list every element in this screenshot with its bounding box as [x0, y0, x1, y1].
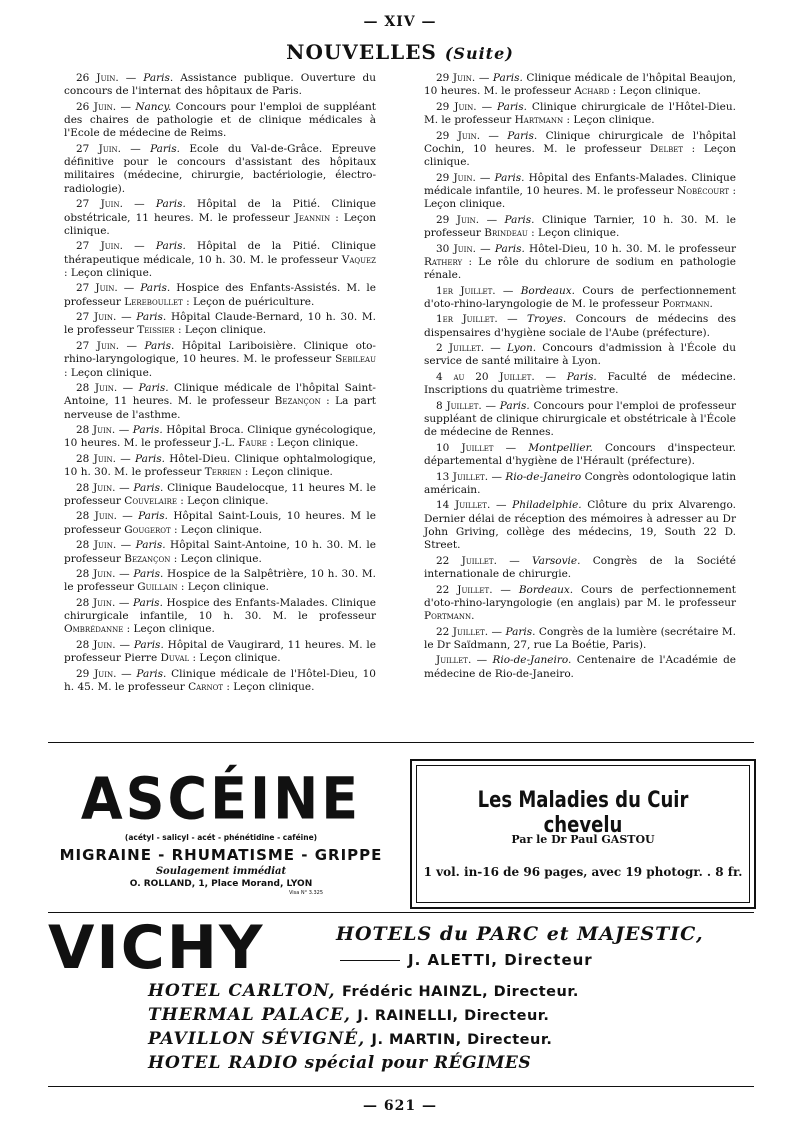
dash-rule	[340, 960, 400, 961]
entry-text: Hôpital de Vaugirard, 11 heures. M. le professeur Pierre	[64, 638, 377, 665]
entry-city: Paris.	[132, 596, 163, 609]
entry-text-after: : Leçon clinique.	[189, 652, 281, 665]
entry-text: Concours de médecins des dispensaires d'hygiène sociale de l'Aube (préfecture).	[424, 313, 736, 339]
news-entry: 22 Juillet. — Bordeaux. Cours de perfectionnement d'oto-rhino-laryngologie (en anglais) par M. le professeur Portmann.	[424, 583, 736, 623]
entry-text: Concours d'admission à l'École du service de santé militaire à Lyon.	[424, 342, 736, 368]
vichy-hotel-name: THERMAL PALACE,	[148, 1005, 351, 1025]
news-entry: 27 Juin. — Paris. Hôpital de la Pitié. Clinique thérapeutique médicale, 10 h. 30. M. le professeur Vaquez : Leçon clinique.	[64, 240, 376, 279]
entry-professor: Lereboullet	[124, 295, 183, 308]
entry-date: 22 Juillet.	[436, 583, 493, 596]
entry-city: Paris.	[155, 240, 186, 253]
entry-text-after: : Leçon clinique.	[64, 266, 153, 279]
news-entry: 1er Juillet. — Bordeaux. Cours de perfectionnement d'oto-rhino-laryngologie de M. le professeur Portmann.	[424, 284, 736, 310]
vichy-hotel-line	[148, 1005, 549, 1025]
entry-text: Congrès de la Société internationale de chirurgie.	[424, 554, 736, 581]
entry-text: Clôture du prix Alvarengo. Dernier délai de réception des mémoires à adresser au Dr John Griving, collège des médecins, 19, South 22 D. Street.	[424, 499, 736, 552]
news-entry: 29 Juin. — Paris. Clinique Tarnier, 10 h. 30. M. le professeur Brindeau : Leçon clinique.	[424, 213, 736, 240]
entry-date: 29 Juin.	[436, 213, 480, 226]
footer-page-number: — 621 —	[363, 1098, 437, 1114]
entry-date: 1er Juillet.	[436, 284, 496, 297]
asceine-indications: MIGRAINE - RHUMATISME - GRIPPE	[59, 846, 383, 864]
entry-professor: Rathery	[424, 255, 463, 268]
entry-text: Centenaire de l'Académie de médecine de Rio-de-Janeiro.	[424, 654, 736, 680]
entry-text: Hospice de la Salpêtrière, 10 h. 30. M. le professeur	[64, 568, 376, 594]
entry-text: Concours pour l'emploi de suppléant des chaires de pathologie et de clinique médicales à l'Ecole de médecine de Reims.	[64, 100, 376, 140]
entry-city: Paris.	[138, 382, 169, 395]
entry-date: 29 Juin.	[436, 72, 476, 84]
news-entry: 29 Juin. — Paris. Clinique chirurgicale de l'hôpital Cochin, 10 heures. M. le professeur Delbet : Leçon clinique.	[424, 129, 736, 169]
entry-text: Hospice des Enfants-Malades. Clinique chirurgicale infantile, 10 h. 30. M. le professeur	[64, 596, 376, 623]
entry-professor: Vaquez	[341, 253, 376, 266]
news-entry: 26 Juin. — Paris. Assistance publique. Ouverture du concours de l'internat des hôpitaux de Paris.	[64, 72, 376, 98]
entry-city: Paris.	[135, 452, 165, 465]
entry-city: Montpellier.	[528, 441, 593, 454]
news-entry: Juillet. — Rio-de-Janeiro. Centenaire de l'Académie de médecine de Rio-de-Janeiro.	[424, 654, 736, 680]
entry-city: Lyon.	[506, 342, 537, 355]
entry-text: Hôpital des Enfants-Malades. Clinique médicale infantile, 10 heures. M. le professeur	[424, 171, 736, 197]
entry-professor: Bezançon	[124, 552, 171, 565]
entry-city: Paris.	[138, 510, 169, 523]
entry-text: Clinique chirurgicale de l'Hôtel-Dieu. M. le professeur	[424, 100, 736, 127]
entry-professor: Brindeau	[484, 227, 528, 240]
entry-text: Hôpital Saint-Louis, 10 heures. M le professeur	[64, 510, 376, 536]
entry-city: Paris.	[494, 242, 525, 255]
entry-city: Paris.	[494, 171, 525, 184]
entry-text-after: : Leçon clinique.	[174, 324, 267, 337]
entry-city: Philadelphie.	[512, 499, 582, 512]
news-entry: 13 Juillet. — Rio-de-Janeiro Congrès odontologique latin américain.	[424, 470, 736, 496]
news-entry: 28 Juin. — Paris. Hospice de la Salpêtrière, 10 h. 30. M. le professeur Guillain : Leçon clinique.	[64, 568, 376, 594]
entry-professor: Nobécourt	[677, 184, 730, 197]
entry-text: Hôpital de la Pitié. Clinique obstétricale, 11 heures. M. le professeur	[64, 198, 376, 224]
entry-professor: Portmann	[662, 297, 710, 310]
entry-city: Paris.	[136, 667, 167, 680]
news-entry: 10 Juillet — Montpellier. Concours d'inspecteur. départemental d'hygiène de l'Hérault (préfecture).	[424, 441, 736, 468]
entry-date: 4 au 20 Juillet.	[436, 370, 535, 383]
entry-date: 27 Juin.	[76, 240, 123, 253]
entry-city: Paris.	[132, 424, 163, 437]
asceine-visa: Visa N° 3.325	[288, 890, 324, 896]
entry-date: 13 Juillet.	[436, 470, 489, 483]
entry-text: Faculté de médecine. Inscriptions du quatrième trimestre.	[424, 370, 736, 397]
entry-text: Hospice des Enfants-Assistés. M. le professeur	[64, 282, 376, 308]
news-entry: 28 Juin. — Paris. Hôpital Saint-Louis, 10 heures. M le professeur Gougerot : Leçon clinique.	[64, 510, 376, 536]
entry-professor: Duval	[160, 652, 190, 665]
entry-city: Bordeaux.	[518, 583, 574, 596]
entry-professor: Achard	[574, 85, 610, 98]
vichy-hotels-header: HOTELS du PARC et MAJESTIC,	[336, 923, 704, 945]
entry-text-after: : Leçon clinique.	[64, 211, 376, 237]
entry-text: Clinique médicale de l'Hôtel-Dieu, 10 h. 45. M. le professeur	[64, 667, 376, 693]
entry-date: 30 Juin.	[436, 242, 476, 255]
entry-text: Hôpital Lariboisière. Clinique oto-rhino-laryngologique, 10 heures. M. le professeur	[64, 339, 376, 366]
entry-date: 27 Juin.	[76, 339, 120, 352]
entry-text-after: .	[471, 610, 475, 623]
entry-date: 1er Juillet.	[436, 313, 498, 326]
news-entry: 2 Juillet. — Lyon. Concours d'admission à l'École du service de santé militaire à Lyon.	[424, 342, 736, 368]
entry-date: 22 Juillet.	[436, 625, 489, 638]
entry-date: 28 Juin.	[76, 596, 116, 609]
news-entry: 28 Juin. — Paris. Clinique Baudelocque, 11 heures M. le professeur Couvelaire : Leçon clinique.	[64, 481, 376, 507]
entry-city: Paris.	[492, 72, 523, 84]
news-entry: 29 Juin. — Paris. Clinique chirurgicale de l'Hôtel-Dieu. M. le professeur Hartmann : Leçon clinique.	[424, 100, 736, 127]
entry-date: 26 Juin.	[76, 100, 117, 113]
roman-page-number: — XIV —	[363, 14, 437, 30]
entry-professor: Guillain	[137, 581, 178, 594]
entry-professor: Delbet	[649, 142, 684, 155]
entry-text: Hôpital de la Pitié. Clinique thérapeutique médicale, 10 h. 30. M. le professeur	[64, 240, 376, 266]
entry-city: Bordeaux.	[520, 284, 575, 297]
entry-city: Paris.	[136, 311, 167, 324]
entry-date: 29 Juin.	[436, 129, 481, 142]
entry-text: Hôtel-Dieu. Clinique ophtalmologique, 10 h. 30. M. le professeur	[64, 452, 376, 479]
entry-professor: Portmann	[424, 610, 472, 623]
entry-date: 26 Juin.	[76, 72, 119, 84]
entry-professor: Couvelaire	[124, 494, 177, 507]
entry-date: 29 Juin.	[76, 667, 117, 680]
entry-date: 27 Juin.	[76, 142, 121, 155]
entry-professor: Hartmann	[514, 114, 564, 127]
entry-city: Paris.	[133, 568, 164, 581]
entry-text: Hôpital Claude-Bernard, 10 h. 30. M. le professeur	[64, 311, 376, 337]
entry-city: Rio-de-Janeiro	[505, 470, 582, 483]
entry-text: Hôtel-Dieu, 10 h. 30. M. le professeur	[529, 242, 736, 255]
entry-professor: Gougerot	[124, 523, 171, 536]
news-entry: 29 Juin. — Paris. Hôpital des Enfants-Malades. Clinique médicale infantile, 10 heures. M. le professeur Nobécourt : Leçon clinique.	[424, 171, 736, 211]
entry-date: 22 Juillet.	[436, 554, 497, 567]
vichy-hotel-line	[148, 981, 579, 1001]
entry-text: Congrès de la lumière (secrétaire M. le Dr Saïdmann, 27, rue La Boétie, Paris).	[424, 625, 736, 651]
entry-text-after: : Leçon clinique.	[170, 523, 263, 536]
entry-text: Hôpital Broca. Clinique gynécologique, 10 heures. M. le professeur	[64, 424, 376, 450]
entry-text: Clinique Baudelocque, 11 heures M. le professeur	[64, 481, 376, 507]
entry-text-after: : Leçon clinique.	[563, 114, 655, 127]
news-entry: 8 Juillet. — Paris. Concours pour l'emploi de professeur suppléant de clinique chirurgicale et obstétricale à l'École de médecine de Rennes.	[424, 399, 736, 439]
entry-text: Concours pour l'emploi de professeur suppléant de clinique chirurgicale et obstétricale à l'École de médecine de Rennes.	[424, 399, 736, 439]
entry-date: 28 Juin.	[76, 568, 116, 581]
entry-text: Ecole du Val-de-Grâce. Epreuve définitive pour le concours d'assistant des hôpitaux militaires (médecine, chirurgie, bactériologie, électro-radiologie).	[64, 142, 376, 195]
title-main: NOUVELLES	[286, 40, 437, 64]
entry-date: 28 Juin.	[76, 452, 116, 465]
divider-bottom	[48, 1086, 754, 1087]
entry-city: Paris.	[133, 481, 164, 494]
vichy-hotel-director: Frédéric HAINZL, Directeur.	[342, 984, 579, 1000]
entry-date: 27 Juin.	[76, 282, 118, 295]
news-entry: 30 Juin. — Paris. Hôtel-Dieu, 10 h. 30. M. le professeur Rathery : Le rôle du chlorure de sodium en pathologie rénale.	[424, 242, 736, 282]
entry-text: Clinique chirurgicale de l'hôpital Cochin, 10 heures. M. le professeur	[424, 129, 736, 155]
entry-text: Cours de perfectionnement d'oto-rhino-laryngologie (en anglais) par M. le professeur	[424, 583, 736, 609]
news-entry: 28 Juin. — Paris. Clinique médicale de l'hôpital Saint-Antoine, 11 heures. M. le professeur Bezançon : La part nerveuse de l'asthme.	[64, 382, 376, 421]
entry-date: 28 Juin.	[76, 382, 118, 395]
entry-date: 29 Juin.	[436, 100, 477, 113]
entry-professor: J.-L. Faure	[214, 437, 267, 450]
entry-city: Paris.	[505, 625, 536, 638]
news-entry: 27 Juin. — Paris. Hôpital Lariboisière. Clinique oto-rhino-laryngologique, 10 heures. M. le professeur Sebileau : Leçon clinique.	[64, 339, 376, 379]
entry-professor: Sebileau	[335, 353, 376, 366]
entry-date: Juillet.	[436, 654, 472, 667]
vichy-city-name: VICHY	[48, 913, 265, 983]
entry-text-after: : La part nerveuse de l'asthme.	[64, 395, 376, 421]
entry-date: 28 Juin.	[76, 510, 117, 523]
vichy-advertisement	[46, 915, 754, 1085]
news-entry: 27 Juin. — Paris. Hospice des Enfants-Assistés. M. le professeur Lereboullet : Leçon de puériculture.	[64, 282, 376, 308]
entry-city: Paris.	[140, 282, 171, 295]
entry-city: Paris.	[150, 142, 181, 155]
news-entry: 22 Juillet. — Paris. Congrès de la lumière (secrétaire M. le Dr Saïdmann, 27, rue La Boétie, Paris).	[424, 625, 736, 651]
entry-text-after: : Leçon clinique.	[424, 184, 736, 211]
entry-text-after: : Leçon clinique.	[176, 494, 269, 507]
asceine-advertisement	[50, 747, 392, 912]
entry-text-after: : Leçon clinique.	[223, 680, 315, 693]
title-suffix: (Suite)	[444, 44, 514, 63]
book-advertisement	[410, 759, 756, 909]
vichy-hotel-line	[148, 1029, 552, 1049]
entry-text-after: : Leçon clinique.	[609, 85, 701, 98]
news-entry: 28 Juin. — Paris. Hôpital Broca. Clinique gynécologique, 10 heures. M. le professeur J.-L. Faure : Leçon clinique.	[64, 424, 376, 450]
entry-city: Paris.	[504, 213, 535, 226]
news-entry: 22 Juillet. — Varsovie. Congrès de la Société internationale de chirurgie.	[424, 554, 736, 581]
entry-city: Paris.	[499, 399, 530, 412]
entry-text: Assistance publique. Ouverture du concours de l'internat des hôpitaux de Paris.	[64, 72, 376, 98]
entry-date: 14 Juillet.	[436, 499, 491, 512]
entry-text-after: : Leçon de puériculture.	[182, 295, 315, 308]
entry-city: Paris.	[507, 129, 538, 142]
entry-professor: Bezançon	[274, 395, 321, 408]
entry-city: Paris.	[144, 339, 175, 352]
vichy-hotel-line	[148, 1053, 531, 1073]
entry-text: Clinique Tarnier, 10 h. 30. M. le professeur	[424, 213, 736, 240]
entry-date: 10 Juillet	[436, 441, 494, 454]
entry-text-after: : Leçon clinique.	[424, 142, 736, 169]
entry-date: 28 Juin.	[76, 481, 116, 494]
vichy-hotel-specialty: spécial pour RÉGIMES	[304, 1053, 532, 1073]
news-entry: 4 au 20 Juillet. — Paris. Faculté de médecine. Inscriptions du quatrième trimestre.	[424, 370, 736, 397]
entry-text: Concours d'inspecteur. départemental d'hygiène de l'Hérault (préfecture).	[424, 441, 736, 468]
entry-text-after: : Leçon clinique.	[266, 437, 359, 450]
vichy-hotel-name: HOTEL RADIO	[148, 1053, 299, 1073]
vichy-aletti: J. ALETTI, Directeur	[408, 951, 593, 969]
vichy-hotel-name: PAVILLON SÉVIGNÉ,	[148, 1029, 366, 1049]
entry-date: 8 Juillet.	[436, 399, 482, 412]
entry-city: Paris.	[135, 539, 166, 552]
entry-city: Varsovie.	[532, 554, 581, 567]
entry-date: 27 Juin.	[76, 311, 117, 324]
entry-city: Paris.	[143, 72, 174, 84]
news-entry: 29 Juin. — Paris. Clinique médicale de l'Hôtel-Dieu, 10 h. 45. M. le professeur Carnot : Leçon clinique.	[64, 667, 376, 693]
entry-text: Hôpital Saint-Antoine, 10 h. 30. M. le professeur	[64, 539, 376, 565]
entry-city: Rio-de-Janeiro.	[492, 654, 572, 667]
news-column-right	[424, 72, 736, 683]
entry-text-after: : Leçon clinique.	[177, 581, 269, 594]
entry-city: Paris.	[566, 370, 597, 383]
asceine-relief: Soulagement immédiat	[155, 866, 287, 877]
news-entry: 27 Juin. — Paris. Hôpital de la Pitié. Clinique obstétricale, 11 heures. M. le professeur Jeannin : Leçon clinique.	[64, 198, 376, 237]
entry-date: 2 Juillet.	[436, 342, 485, 355]
entry-text: Cours de perfectionnement d'oto-rhino-laryngologie de M. le professeur	[424, 284, 736, 310]
entry-professor: Jeannin	[294, 211, 331, 224]
vichy-hotel-director: J. RAINELLI, Directeur.	[357, 1008, 550, 1024]
entry-text-after: : Leçon clinique.	[170, 552, 262, 565]
entry-text-after: : Leçon clinique.	[123, 623, 215, 636]
news-entry: 27 Juin. — Paris. Ecole du Val-de-Grâce. Epreuve définitive pour le concours d'assistant des hôpitaux militaires (médecine, chirurgie, bactériologie, électro-radiologie).	[64, 142, 376, 195]
book-details: 1 vol. in-16 de 96 pages, avec 19 photogr. . 8 fr.	[423, 865, 743, 879]
vichy-hotel-director: J. MARTIN, Directeur.	[371, 1032, 553, 1048]
entry-professor: Terrien	[204, 466, 242, 479]
news-entry: 28 Juin. — Paris. Hospice des Enfants-Malades. Clinique chirurgicale infantile, 10 h. 30. M. le professeur Ombrédanne : Leçon clinique.	[64, 596, 376, 636]
entry-text: Congrès odontologique latin américain.	[424, 470, 736, 496]
entry-date: 28 Juin.	[76, 638, 116, 651]
entry-date: 27 Juin.	[76, 198, 123, 211]
news-entry: 27 Juin. — Paris. Hôpital Claude-Bernard, 10 h. 30. M. le professeur Teissier : Leçon clinique.	[64, 311, 376, 337]
entry-city: Paris.	[497, 100, 527, 113]
entry-text: Clinique médicale de l'hôpital Beaujon, 10 heures. M. le professeur	[424, 72, 736, 98]
asceine-product-name: ASCÉINE	[80, 764, 362, 833]
book-title: Les Maladies du Cuir chevelu	[477, 788, 689, 838]
entry-text-after: : Leçon clinique.	[64, 366, 153, 379]
news-column-left	[64, 72, 376, 696]
entry-professor: Carnot	[188, 680, 223, 693]
asceine-maker: O. ROLLAND, 1, Place Morand, LYON	[129, 879, 313, 889]
vichy-aletti-row	[332, 951, 593, 969]
entry-date: 29 Juin.	[436, 171, 476, 184]
entry-city: Paris.	[155, 198, 186, 211]
entry-date: 28 Juin.	[76, 539, 117, 552]
entry-professor: Ombrédanne	[64, 623, 124, 636]
news-entry: 28 Juin. — Paris. Hôtel-Dieu. Clinique ophtalmologique, 10 h. 30. M. le professeur Terrien : Leçon clinique.	[64, 452, 376, 479]
entry-city: Nancy.	[135, 100, 172, 113]
news-entry: 28 Juin. — Paris. Hôpital de Vaugirard, 11 heures. M. le professeur Pierre Duval : Leçon clinique.	[64, 638, 377, 665]
entry-text-after: .	[709, 297, 713, 310]
entry-city: Troyes.	[527, 313, 567, 326]
news-entry: 26 Juin. — Nancy. Concours pour l'emploi de suppléant des chaires de pathologie et de clinique médicales à l'Ecole de médecine de Reims.	[64, 100, 376, 140]
asceine-composition: (acétyl - salicyl - acét - phénétidine - caféine)	[124, 833, 318, 842]
news-entry: 28 Juin. — Paris. Hôpital Saint-Antoine, 10 h. 30. M. le professeur Bezançon : Leçon clinique.	[64, 539, 376, 565]
entry-date: 28 Juin.	[76, 424, 116, 437]
news-entry: 29 Juin. — Paris. Clinique médicale de l'hôpital Beaujon, 10 heures. M. le professeur Achard : Leçon clinique.	[424, 72, 736, 98]
entry-city: Paris.	[133, 638, 164, 651]
book-author: Par le Dr Paul GASTOU	[511, 833, 655, 846]
news-entry: 14 Juillet. — Philadelphie. Clôture du prix Alvarengo. Dernier délai de réception des mémoires à adresser au Dr John Griving, collège des médecins, 19, South 22 D. Street.	[424, 499, 736, 552]
vichy-hotel-name: HOTEL CARLTON,	[148, 981, 336, 1001]
entry-text-after: : Leçon clinique.	[527, 227, 620, 240]
news-entry: 1er Juillet. — Troyes. Concours de médecins des dispensaires d'hygiène sociale de l'Aube (préfecture).	[424, 313, 736, 339]
divider-top	[48, 742, 754, 743]
entry-text-after: : Leçon clinique.	[241, 466, 333, 479]
entry-text-after: : Le rôle du chlorure de sodium en pathologie rénale.	[424, 255, 736, 282]
entry-text: Clinique médicale de l'hôpital Saint-Antoine, 11 heures. M. le professeur	[64, 382, 376, 408]
page-title	[0, 40, 800, 64]
entry-professor: Teissier	[137, 324, 175, 337]
